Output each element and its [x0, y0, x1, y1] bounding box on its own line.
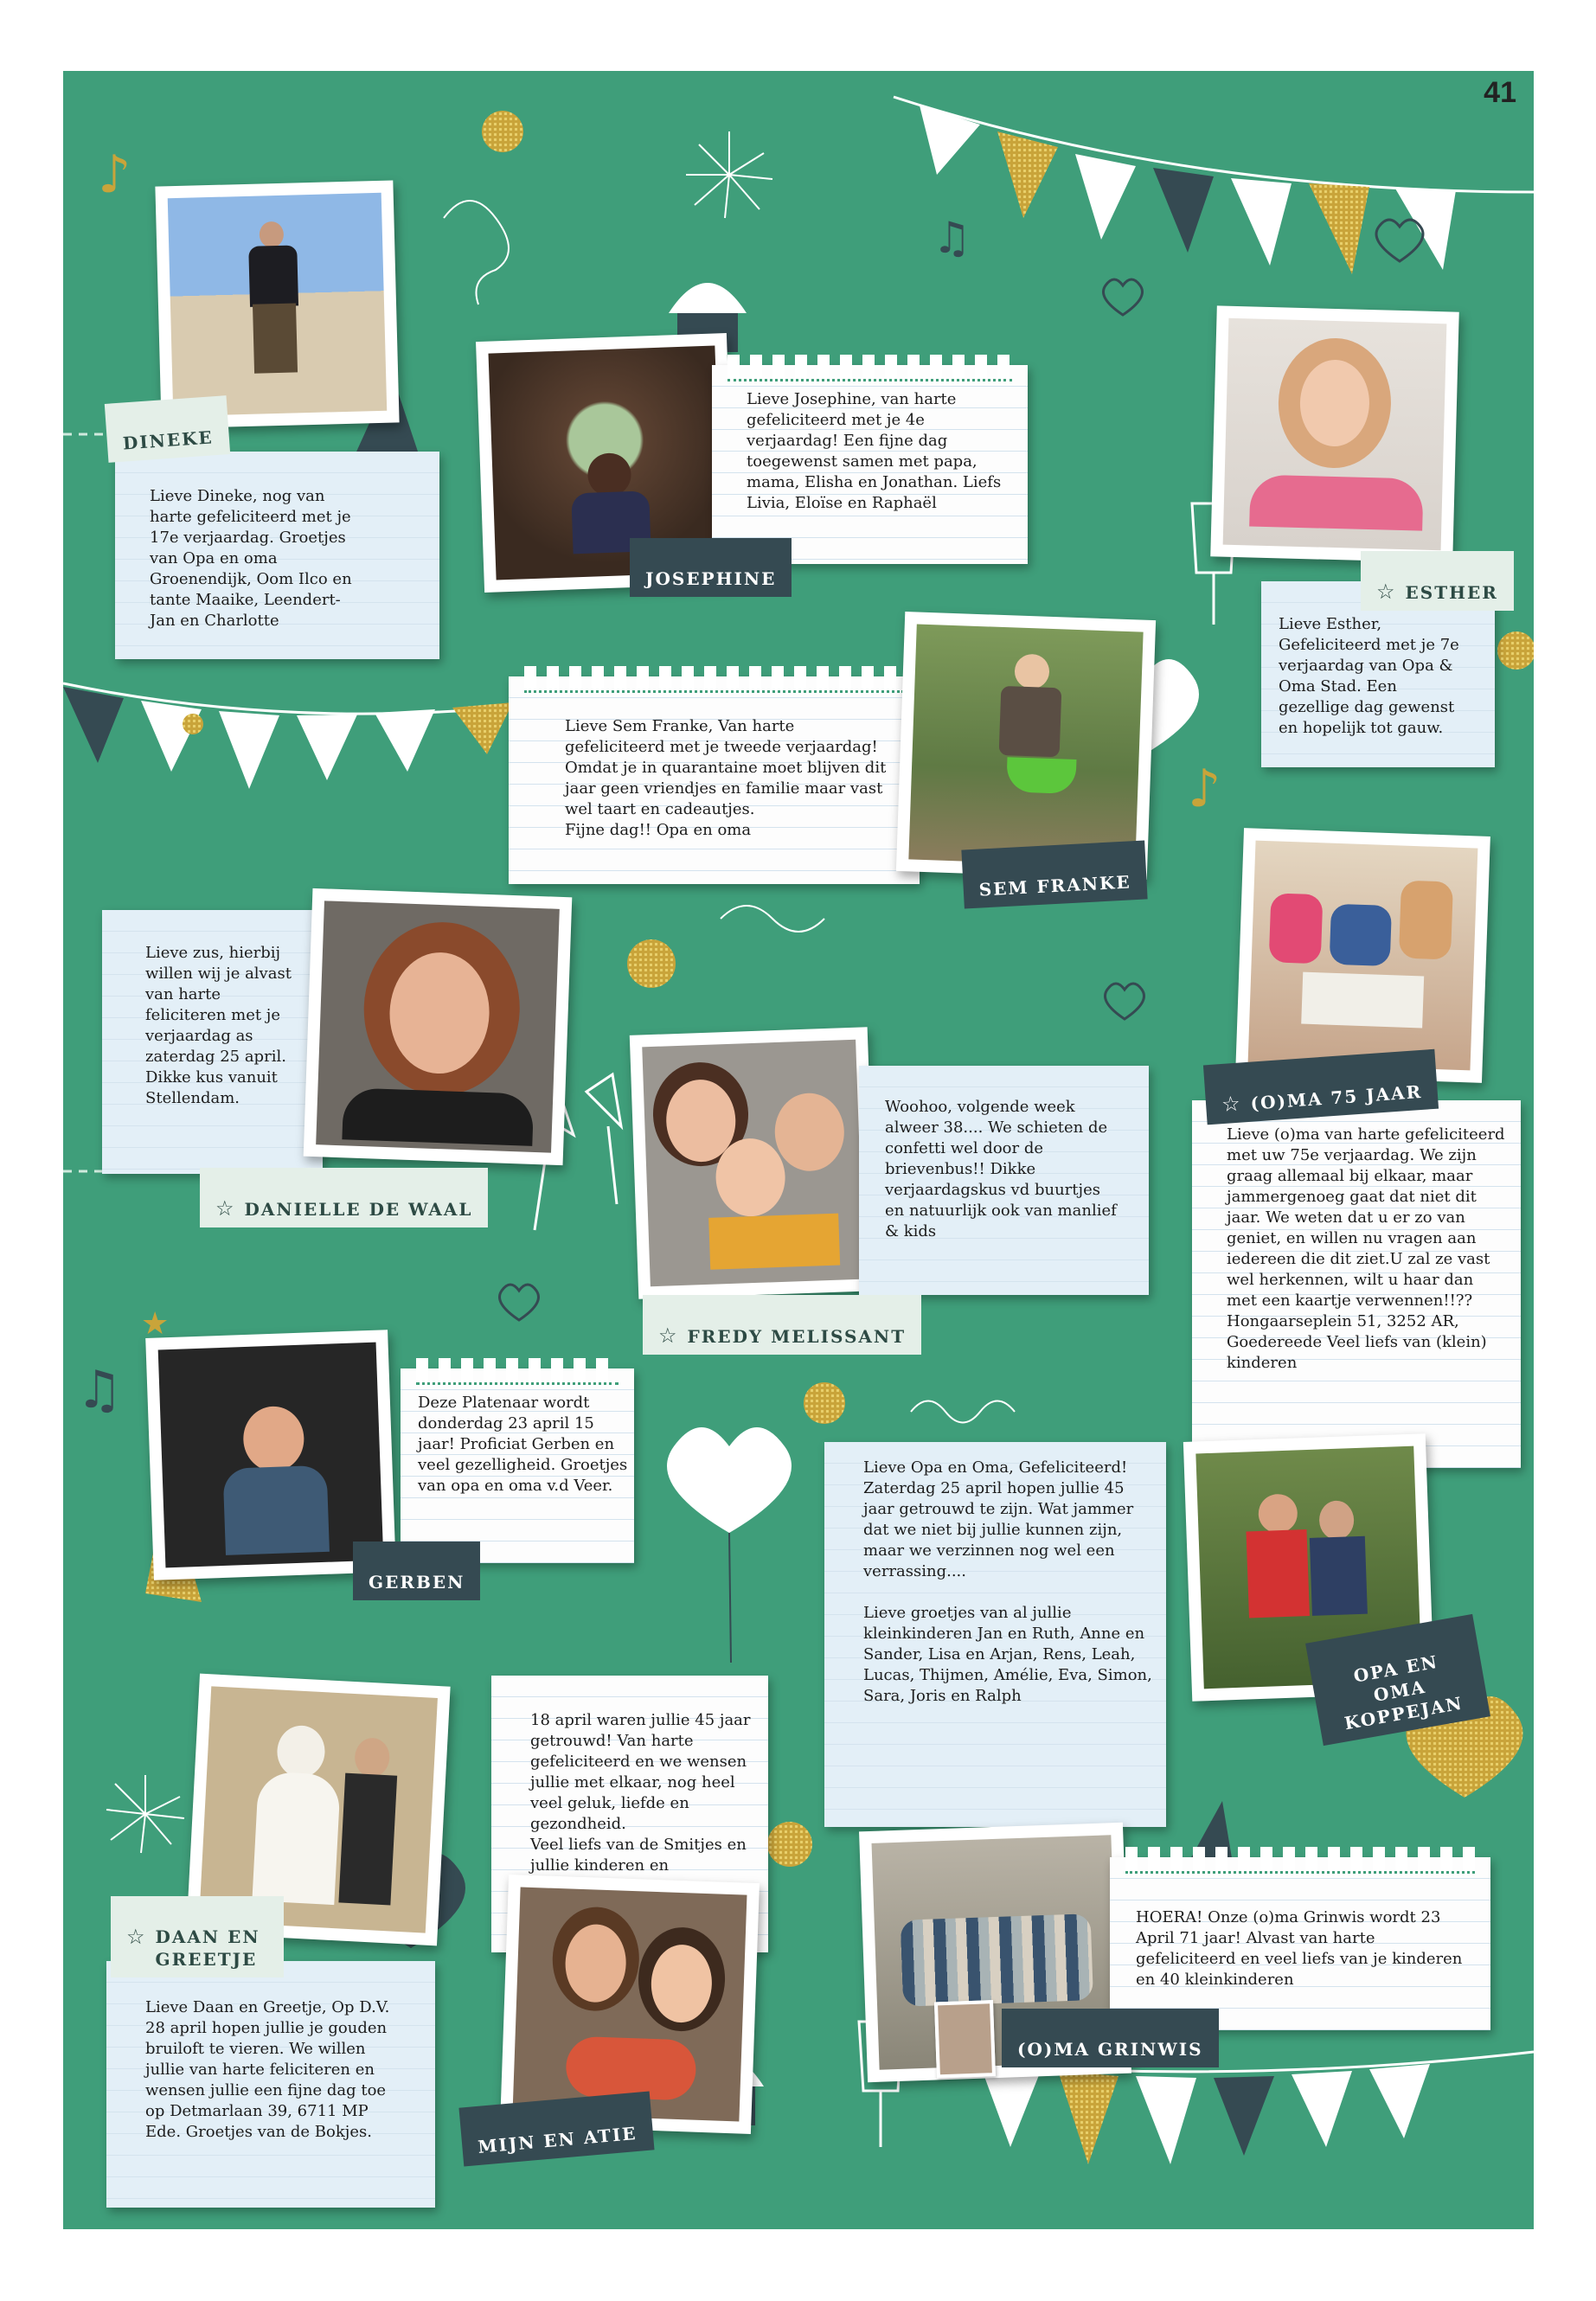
label-text-dineke: DINEKE — [122, 426, 215, 454]
star-icon: ☆ — [1376, 580, 1397, 604]
label-daan — [111, 1896, 284, 1977]
photo-esther — [1210, 305, 1458, 562]
message-fredy: Woohoo, volgende week alweer 38.... We schieten de confetti wel door de brievenbus!! Dikke verjaardagskus vd buurtjes en natuurlijk ook van manlief & kids — [885, 1098, 1117, 1240]
message-dineke: Lieve Dineke, nog van harte gefeliciteerd met je 17e verjaardag. Groetjes van Opa en oma Groenendijk, Oom Ilco en tante Maaike, Leendert-Jan en Charlotte — [150, 487, 352, 630]
label-text-fredy: FREDY MELISSANT — [687, 1326, 907, 1347]
note-sem — [509, 676, 920, 884]
photo-oma75 — [1235, 828, 1490, 1083]
note-danielle — [102, 910, 323, 1174]
svg-text:♪: ♪ — [98, 144, 131, 205]
label-text-koppejan: OPA EN OMA KOPPEJAN — [1343, 1650, 1465, 1734]
label-text-grinwis: (O)MA GRINWIS — [1017, 2039, 1203, 2060]
message-sem: Lieve Sem Franke, Van harte gefeliciteerd met je tweede verjaardag! Omdat je in quarantaine moet blijven dit jaar geen vriendjes en familie maar vast wel taart en cadeautjes. Fijne dag!! Opa en oma — [565, 717, 887, 839]
svg-text:♫: ♫ — [76, 1360, 123, 1420]
note-dineke — [115, 452, 439, 659]
label-esther — [1361, 551, 1514, 611]
note-fredy — [859, 1066, 1149, 1295]
label-text-sem: SEM FRANKE — [978, 871, 1132, 901]
svg-text:★: ★ — [141, 1306, 170, 1342]
note-daan — [106, 1961, 435, 2208]
note-gerben — [401, 1368, 634, 1563]
label-text-daan: DAAN EN GREETJE — [155, 1926, 260, 1970]
star-icon: ☆ — [1221, 1091, 1243, 1118]
note-josephine — [712, 365, 1028, 564]
message-mijn: 18 april waren jullie 45 jaar getrouwd! Van harte gefeliciteerd en we wensen jullie met elkaar, nog heel veel geluk, liefde en gezondheid. Veel liefs van de Smitjes en jullie kinderen en — [530, 1711, 751, 1875]
label-gerben — [353, 1541, 480, 1600]
message-oma75: Lieve (o)ma van harte gefeliciteerd met uw 75e verjaardag. We zijn graag allemaal bij elkaar, maar jammergenoeg gaat dat niet dit jaar. We weten dat u er zo van geniet, en willen nu vragen aan iedereen die dit ziet.U zal ze vast wel herkennen, wilt u haar dan met een kaartje verwennen!!?? Hongaarseplein 51, 3252 AR, Goedereede Veel liefs van (klein) kinderen — [1227, 1125, 1505, 1372]
label-text-josephine: JOSEPHINE — [645, 568, 777, 589]
label-grinwis — [1002, 2009, 1219, 2067]
message-esther: Lieve Esther, Gefeliciteerd met je 7e verjaardag van Opa & Oma Stad. Een gezellige dag gewenst en hopelijk tot gauw. — [1279, 615, 1459, 737]
photo-danielle — [304, 888, 573, 1165]
photo-dineke — [155, 180, 399, 428]
label-text-oma75: (O)MA 75 JAAR — [1249, 1080, 1423, 1114]
label-danielle — [200, 1168, 488, 1227]
message-josephine: Lieve Josephine, van harte gefeliciteerd met je 4e verjaardag! Een fijne dag toegewenst samen met papa, mama, Elisha en Jonathan. Liefs Livia, Eloïse en Raphaël — [747, 390, 1002, 512]
label-text-esther: ESTHER — [1405, 582, 1498, 603]
label-text-gerben: GERBEN — [369, 1572, 465, 1593]
message-gerben: Deze Platenaar wordt donderdag 23 april 15 jaar! Proficiat Gerben en veel gezelligheid. Groetjes van opa en oma v.d Veer. — [418, 1394, 628, 1495]
label-josephine — [630, 538, 792, 597]
note-grinwis — [1110, 1857, 1490, 2030]
photo-sem — [896, 612, 1156, 880]
note-oma75 — [1192, 1100, 1521, 1468]
svg-text:♫: ♫ — [933, 213, 971, 263]
label-text-mijn: MIJN EN ATIE — [477, 2122, 638, 2157]
label-sem — [961, 840, 1147, 908]
message-danielle: Lieve zus, hierbij willen wij je alvast van harte feliciteren met je verjaardag as zaterdag 25 april. Dikke kus vanuit Stellendam. — [145, 944, 292, 1107]
star-icon: ☆ — [126, 1925, 147, 1949]
star-icon: ☆ — [215, 1196, 236, 1221]
message-daan: Lieve Daan en Greetje, Op D.V. 28 april hopen jullie je gouden bruiloft te vieren. We willen jullie van harte feliciteren en wensen jullie een fijne dag toe op Detmarlaan 39, 6711 MP Ede. Groetjes van de Bokjes. — [145, 1998, 390, 2141]
page-number: 41 — [1484, 76, 1516, 109]
message-koppejan: Lieve Opa en Oma, Gefeliciteerd! Zaterdag 25 april hopen jullie 45 jaar getrouwd te zijn. Wat jammer dat we niet bij jullie kunnen zijn, maar we verzinnen nog wel een verrassing.... Lieve groetjes van al jullie kleinkinderen Jan en Ruth, Anne en Sander, Lisa en Arjan, Rens, Leah, Lucas, Thijmen, Amélie, Eva, Simon, Sara, Joris en Ralph — [863, 1458, 1152, 1705]
magazine-page — [63, 71, 1534, 2229]
label-fredy — [643, 1295, 921, 1355]
note-koppejan — [824, 1442, 1166, 1827]
svg-text:♪: ♪ — [1188, 759, 1221, 819]
label-dineke — [105, 395, 230, 463]
message-grinwis: HOERA! Onze (o)ma Grinwis wordt 23 April 71 jaar! Alvast van harte gefeliciteerd en veel liefs van je kinderen en 40 kleinkinderen — [1136, 1908, 1463, 1989]
label-text-danielle: DANIELLE DE WAAL — [244, 1199, 473, 1220]
photo-fredy — [630, 1027, 876, 1298]
star-icon: ☆ — [658, 1324, 679, 1348]
